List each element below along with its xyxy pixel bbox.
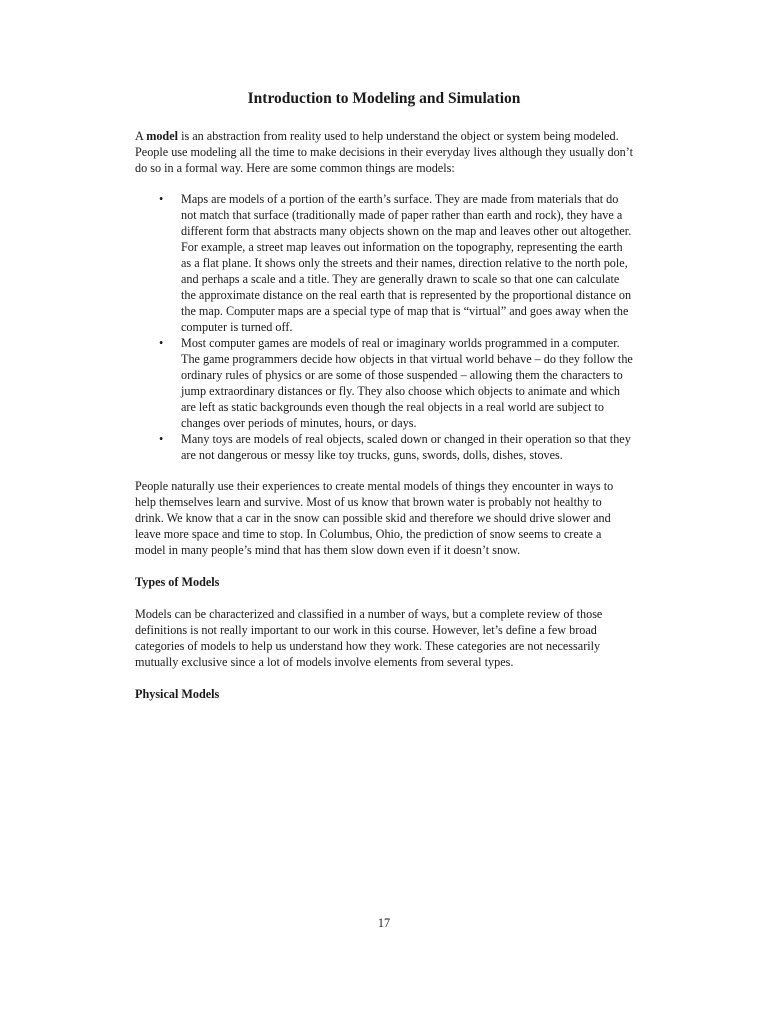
types-of-models-paragraph: Models can be characterized and classified in a number of ways, but a complete review of those definitions is not really important to our work in this course. However, let’s define a few broad categories of models to help us understand how they work. These categories are not necessarily mutually exclusive since a lot of models involve elements from several types. — [135, 607, 603, 669]
list-item — [135, 191, 633, 335]
intro-term: model — [146, 129, 179, 143]
page-title: Introduction to Modeling and Simulation — [247, 90, 521, 107]
bullet-marker: • — [159, 432, 164, 446]
list-item-text: Maps are models of a portion of the earth’s surface. They are made from materials that do not match that surface (traditionally made of paper rather than earth and rock), they have a different form that abstracts many objects shown on the map and leaves other out altogether. For example, a street map leaves out information on the topography, representing the earth as a flat plane. It shows only the streets and their names, direction relative to the north pole, and perhaps a scale and a title. They are generally drawn to scale so that one can calculate the approximate distance on the real earth that is represented by the proportional distance on the map. Computer maps are a special type of map that is “virtual” and goes away when the computer is turned off. — [181, 192, 632, 334]
list-item — [135, 431, 633, 463]
page-number: 17 — [377, 916, 391, 930]
mental-models-paragraph: People naturally use their experiences to create mental models of things they encounter in ways to help themselves learn and survive. Most of us know that brown water is probably not healthy to drink. We know that a car in the snow can possible skid and therefore we should drive slower and leave more space and time to stop. In Columbus, Ohio, the prediction of snow seems to create a model in many people’s mind that has them slow down even if it doesn’t snow. — [135, 479, 614, 557]
bullet-list — [135, 191, 633, 463]
bullet-marker: • — [159, 192, 164, 206]
intro-lead: A — [135, 129, 147, 143]
section-heading-physical-models: Physical Models — [135, 687, 220, 701]
section-heading-types-of-models: Types of Models — [135, 575, 220, 589]
list-item-text: Most computer games are models of real or imaginary worlds programmed in a computer. The game programmers decide how objects in that virtual world behave – do they follow the ordinary rules of physics or are some of those suspended – allowing them the characters to jump extraordinary distances or fly. They also choose which objects to animate and which are left as static backgrounds even though the real objects in a real world are subject to changes over periods of minutes, hours, or days. — [181, 336, 633, 430]
document-body — [135, 128, 633, 718]
intro-rest: is an abstraction from reality used to help understand the object or system being modeled. People use modeling all the time to make decisions in their everyday lives although they usually don’t do so in a formal way. Here are some common things are models: — [135, 129, 634, 175]
list-item — [135, 335, 633, 431]
list-item-text: Many toys are models of real objects, scaled down or changed in their operation so that they are not dangerous or messy like toy trucks, guns, swords, dolls, dishes, stoves. — [181, 432, 631, 462]
bullet-marker: • — [159, 336, 164, 350]
intro-paragraph — [135, 128, 633, 176]
